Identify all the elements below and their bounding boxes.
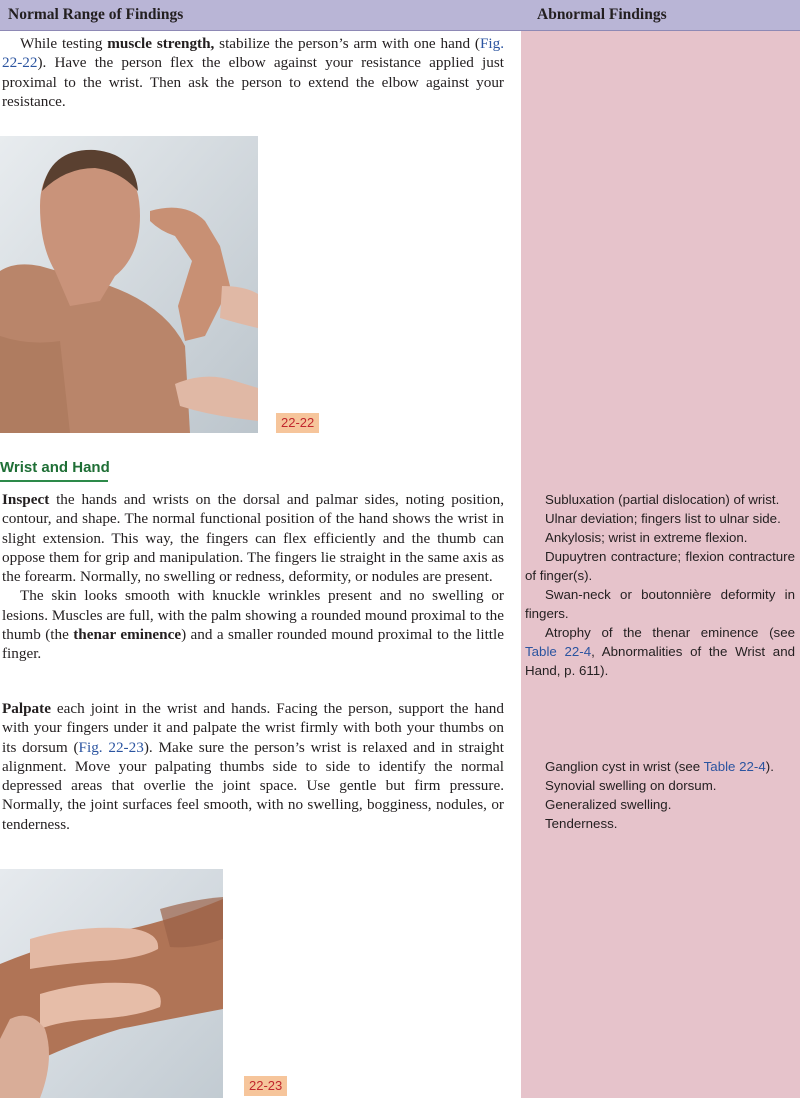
palpate-term: Palpate	[2, 700, 51, 717]
table-22-4-link[interactable]: Table 22-4	[525, 644, 592, 659]
abnormal-item: Swan-neck or boutonnière deformity in fingers.	[525, 587, 795, 621]
palpate-paragraph: Palpate each joint in the wrist and hands. Facing the person, support the hand with your fingers under it and palpate the wrist firmly with both your thumbs on its dorsum (Fig. 22-23). Make sure the person’s wrist is relaxed and in straight alignment. Move your palpating thumbs side to side to identify the normal depressed areas that overlie the joint space. Use gentle but firm pressure. Normally, the joint surfaces feel smooth, with no swelling, bogginess, nodules, or tenderness.	[2, 700, 504, 833]
figure-22-22-image	[0, 136, 258, 433]
fig-22-22-link[interactable]: Fig. 22-22	[2, 35, 504, 72]
table-header	[0, 0, 800, 31]
abnormal-item: Atrophy of the thenar eminence (see Table 22-4, Abnormalities of the Wrist and Hand, p. 611).	[525, 625, 795, 678]
inspect-paragraph: Inspect the hands and wrists on the dorsal and palmar sides, noting position, contour, and shape. The normal functional position of the hand shows the wrist in slight extension. This way, the fingers can flex efficiently and the thumb can oppose them for grip and manipulation. The fingers lie straight in the same axis as the forearm. Normally, no swelling or redness, deformity, or nodules are present. The skin looks smooth with knuckle wrinkles present and no swelling or lesions. Muscles are full, with the palm showing a rounded mound proximal to the thumb (the thenar eminence) and a smaller rounded mound proximal to the little finger.	[2, 491, 504, 663]
table-22-4-link[interactable]: Table 22-4	[703, 759, 766, 774]
normal-findings-heading: Normal Range of Findings	[8, 6, 184, 23]
figure-22-23-image	[0, 869, 223, 1098]
abnormal-findings-inspection	[525, 490, 795, 680]
abnormal-item: Synovial swelling on dorsum.	[545, 778, 717, 793]
inspect-term: Inspect	[2, 491, 50, 508]
abnormal-item: Tenderness.	[545, 816, 618, 831]
muscle-strength-term: muscle strength,	[107, 35, 215, 52]
abnormal-item: Ankylosis; wrist in extreme flexion.	[545, 530, 748, 545]
abnormal-item: Ganglion cyst in wrist (see Table 22-4).	[545, 759, 774, 774]
section-title-underline	[0, 480, 108, 482]
elbow-strength-test-illustration	[0, 136, 258, 433]
abnormal-findings-heading: Abnormal Findings	[537, 6, 667, 23]
wrist-palpation-illustration	[0, 869, 223, 1098]
abnormal-item: Generalized swelling.	[545, 797, 672, 812]
abnormal-findings-palpation	[525, 757, 795, 833]
abnormal-item: Dupuytren contracture; flexion contracture of finger(s).	[525, 549, 795, 583]
section-title: Wrist and Hand	[0, 459, 110, 476]
figure-22-22-label: 22-22	[276, 413, 319, 433]
fig-22-23-link[interactable]: Fig. 22-23	[78, 738, 144, 756]
figure-22-23-label: 22-23	[244, 1076, 287, 1096]
muscle-strength-paragraph: While testing muscle strength, stabilize the person’s arm with one hand (Fig. 22-22). Have the person flex the elbow against your resistance applied just proximal to the wrist. Then ask the person to extend the elbow against your resistance.	[2, 35, 504, 110]
abnormal-item: Subluxation (partial dislocation) of wrist.	[545, 492, 780, 507]
abnormal-item: Ulnar deviation; fingers list to ulnar side.	[545, 511, 781, 526]
thenar-eminence-term: thenar eminence	[73, 626, 182, 644]
